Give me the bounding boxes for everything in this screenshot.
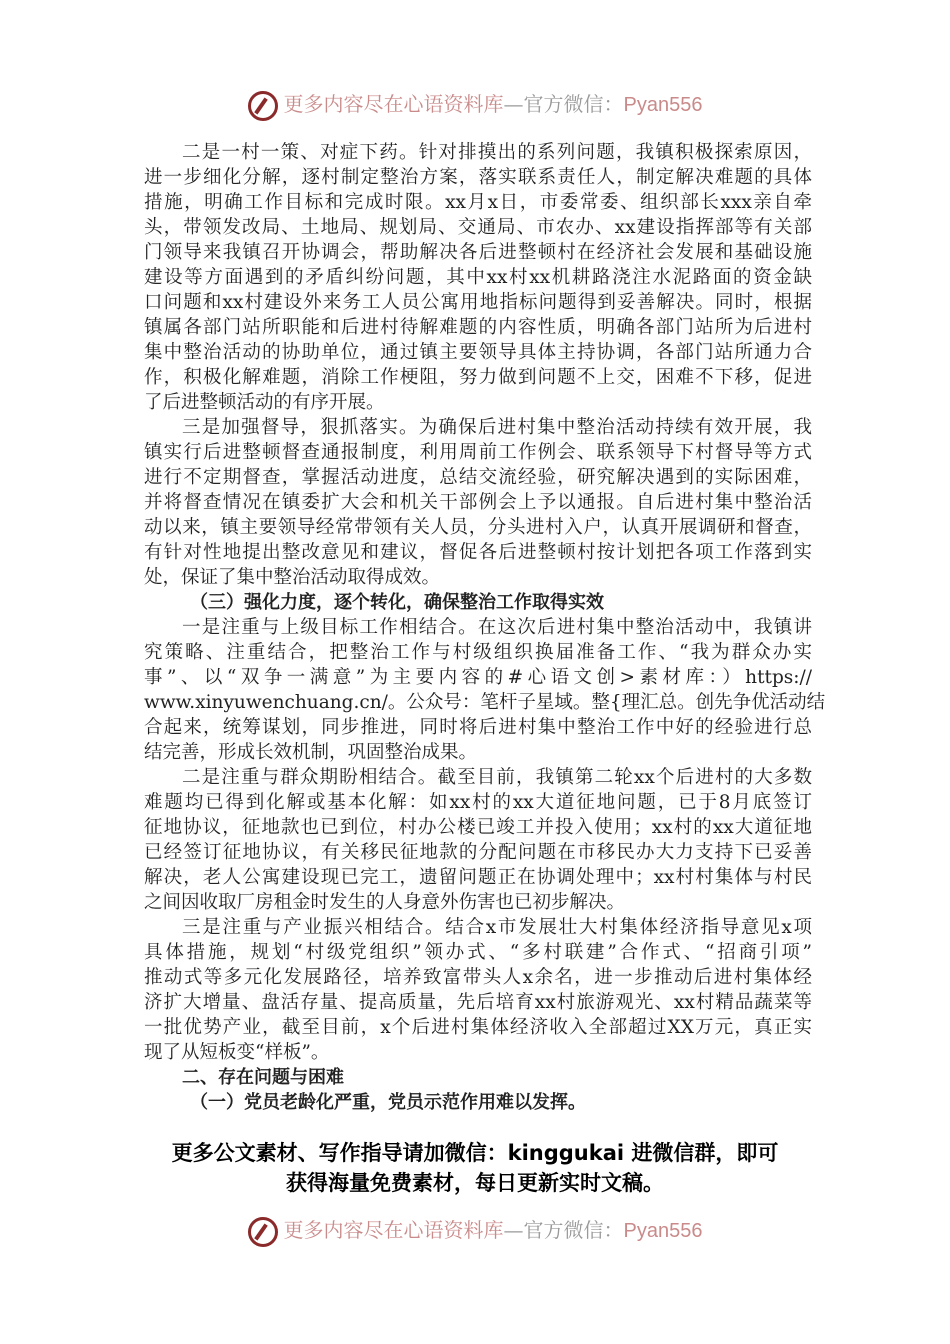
text-line: 一批优势产业，截至目前，x个后进村集体经济收入全部超过XX万元，真正实 bbox=[144, 1017, 812, 1038]
text-line: 有针对性地提出整改意见和建议，督促各后进整顿村按计划把各项工作落到实 bbox=[144, 542, 812, 563]
footer-watermark: 更多内容尽在心语资料库—官方微信：Pyan556 bbox=[0, 1214, 950, 1247]
text-line: 进一步细化分解，逐村制定整治方案，落实联系责任人，制定解决难题的具体 bbox=[144, 167, 812, 188]
promo-banner-line2: 获得海量免费素材，每日更新实时文稿。 bbox=[286, 1171, 664, 1195]
text-line: 口问题和xx村建设外来务工人员公寓用地指标问题得到妥善解决。同时，根据 bbox=[144, 292, 812, 313]
text-line: 并将督查情况在镇委扩大会和机关干部例会上予以通报。自后进村集中整治活 bbox=[144, 492, 812, 513]
section-heading bbox=[144, 1090, 812, 1115]
section-heading bbox=[144, 1065, 812, 1090]
pen-logo-icon bbox=[248, 1217, 278, 1247]
text-line: 难题均已得到化解或基本化解：如xx村的xx大道征地问题，已于8月底签订 bbox=[144, 792, 812, 813]
text-line: 究策略、注重结合，把整治工作与村级组织换届准备工作、“我为群众办实 bbox=[144, 642, 812, 663]
section-heading bbox=[144, 590, 812, 615]
text-line: （三）强化力度，逐个转化，确保整治工作取得实效 bbox=[190, 592, 604, 613]
text-line: 建设等方面遇到的矛盾纠纷问题，其中xx村xx机耕路浇注水泥路面的资金缺 bbox=[144, 267, 812, 288]
text-line: 解决，老人公寓建设现已完工，遗留问题正在协调处理中；xx村村集体与村民 bbox=[144, 867, 812, 888]
text-line: 一是注重与上级目标工作相结合。在这次后进村集中整治活动中，我镇讲 bbox=[182, 617, 812, 638]
text-line: 合起来，统筹谋划，同步推进，同时将后进村集中整治工作中好的经验进行总 bbox=[144, 717, 812, 738]
text-line: 三是加强督导，狠抓落实。为确保后进村集中整治活动持续有效开展，我 bbox=[182, 417, 812, 438]
text-line: （一）党员老龄化严重，党员示范作用难以发挥。 bbox=[190, 1092, 586, 1113]
text-line: 事”、以“双争一满意”为主要内容的#心语文创>素材库：）https:// bbox=[144, 667, 812, 688]
text-line: 济扩大增量、盘活存量、提高质量，先后培育xx村旅游观光、xx村精品蔬菜等 bbox=[144, 992, 812, 1013]
text-line: 动以来，镇主要领导经常带领有关人员，分头进村入户，认真开展调研和督查， bbox=[144, 517, 812, 538]
paragraph bbox=[144, 140, 812, 415]
text-line: 推动式等多元化发展路径，培养致富带头人x余名，进一步推动后进村集体经 bbox=[144, 967, 812, 988]
paragraph bbox=[144, 915, 812, 1065]
text-line: 集中整治活动的协助单位，通过镇主要领导具体主持协调，各部门站所通力合 bbox=[144, 342, 812, 363]
text-line: 头，带领发改局、土地局、规划局、交通局、市农办、xx建设指挥部等有关部 bbox=[144, 217, 812, 238]
text-line: 结完善，形成长效机制，巩固整治成果。 bbox=[144, 742, 478, 763]
pen-logo-icon bbox=[248, 91, 278, 121]
text-line: 三是注重与产业振兴相结合。结合x市发展壮大村集体经济指导意见x项 bbox=[182, 917, 812, 938]
text-line: 已经签订征地协议，有关移民征地款的分配问题在市移民办大力支持下已妥善 bbox=[144, 842, 812, 863]
text-line: 作，积极化解难题，消除工作梗阻，努力做到问题不上交，困难不下移，促进 bbox=[144, 367, 812, 388]
paragraph bbox=[144, 765, 812, 915]
text-line: www.xinyuwenchuang.cn/。公众号：笔杆子星域。整{理汇总。创先争优活动结 bbox=[144, 692, 826, 713]
document-body bbox=[144, 140, 826, 1115]
header-watermark: 更多内容尽在心语资料库—官方微信：Pyan556 bbox=[0, 88, 950, 121]
text-line: 之间因收取厂房租金时发生的人身意外伤害也已初步解决。 bbox=[144, 892, 626, 913]
text-line: 征地协议，征地款也已到位，村办公楼已竣工并投入使用；xx村的xx大道征地 bbox=[144, 817, 812, 838]
text-line: 了后进整顿活动的有序开展。 bbox=[144, 392, 385, 413]
text-line: 具体措施，规划“村级党组织”领办式、“多村联建”合作式、“招商引项” bbox=[144, 942, 812, 963]
text-line: 二是注重与群众期盼相结合。截至目前，我镇第二轮xx个后进村的大多数 bbox=[182, 767, 812, 788]
text-line: 措施，明确工作目标和完成时限。xx月x日，市委常委、组织部长xxx亲自牵 bbox=[144, 192, 812, 213]
text-line: 二、存在问题与困难 bbox=[182, 1067, 344, 1088]
text-line: 门领导来我镇召开协调会，帮助解决各后进整顿村在经济社会发展和基础设施 bbox=[144, 242, 812, 263]
text-line: 二是一村一策、对症下药。针对排摸出的系列问题，我镇积极探索原因， bbox=[182, 142, 812, 163]
text-line: 现了从短板变“样板”。 bbox=[144, 1042, 330, 1063]
paragraph bbox=[144, 615, 826, 765]
promo-banner-line1: 更多公文素材、写作指导请加微信：kinggukai 进微信群，即可 bbox=[171, 1141, 779, 1165]
paragraph bbox=[144, 415, 812, 590]
text-line: 镇属各部门站所职能和后进村待解难题的内容性质，明确各部门站所为后进村 bbox=[144, 317, 812, 338]
text-line: 处，保证了集中整治活动取得成效。 bbox=[144, 567, 441, 588]
text-line: 镇实行后进整顿督查通报制度，利用周前工作例会、联系领导下村督导等方式 bbox=[144, 442, 812, 463]
text-line: 进行不定期督查，掌握活动进度，总结交流经验，研究解决遇到的实际困难， bbox=[144, 467, 812, 488]
